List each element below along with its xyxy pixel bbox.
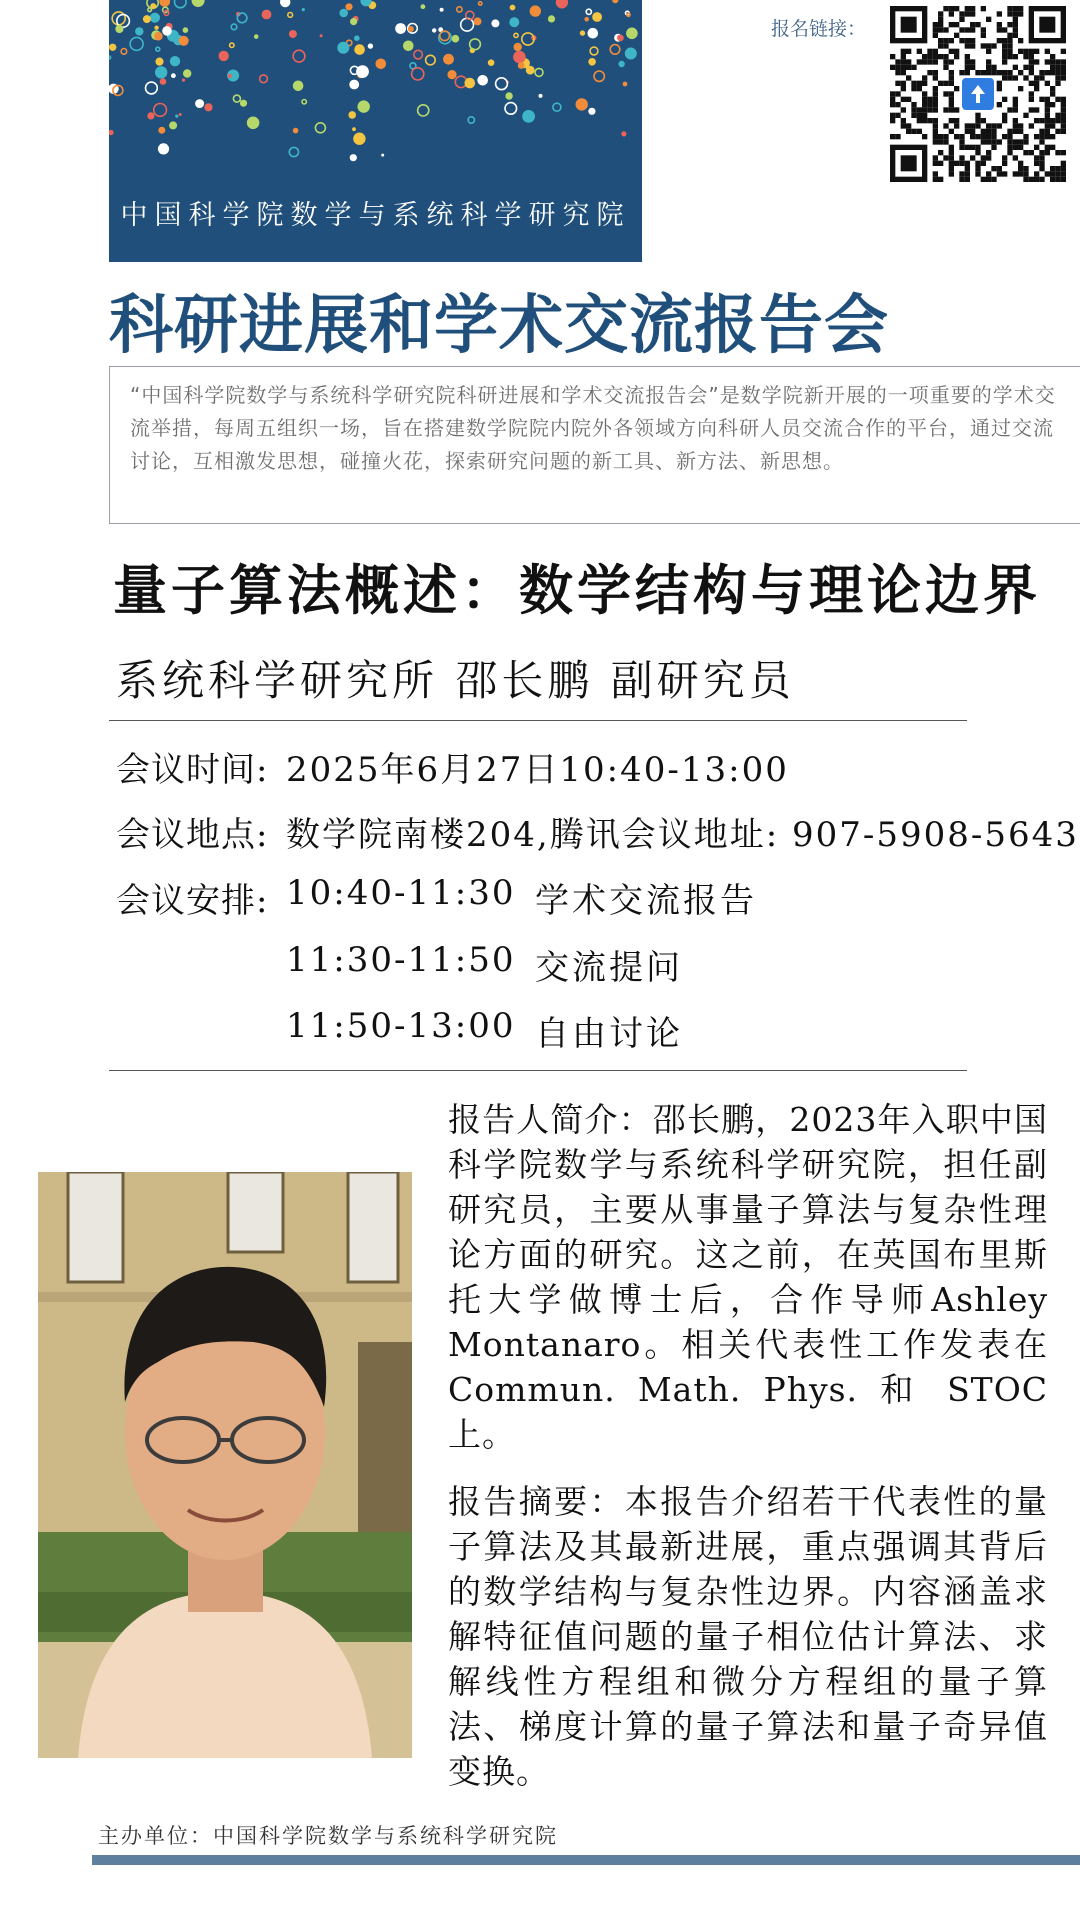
- bottom-bar: [92, 1855, 1080, 1865]
- page-title: 科研进展和学术交流报告会: [109, 289, 889, 363]
- schedule-item: 学术交流报告: [535, 881, 757, 921]
- registration-qr-code[interactable]: [890, 6, 1066, 182]
- speaker-photo: [38, 1172, 412, 1758]
- registration-label: 报名链接：: [771, 18, 867, 40]
- banner-institute-name: 中国科学院数学与系统科学研究院: [120, 200, 631, 231]
- header-banner: [109, 0, 642, 262]
- speaker-line: 系统科学研究所 邵长鹏 副研究员: [116, 656, 795, 705]
- schedule-time: 11:50-13:00: [286, 1006, 516, 1046]
- schedule-time: 10:40-11:30: [286, 873, 516, 913]
- schedule-time: 11:30-11:50: [286, 940, 516, 980]
- host-organization: 主办单位：中国科学院数学与系统科学研究院: [98, 1824, 558, 1848]
- time-value: 2025年6月27日10:40-13:00: [286, 750, 789, 790]
- divider: [109, 720, 967, 721]
- speaker-bio: 报告人简介：邵长鹏，2023年入职中国科学院数学与系统科学研究院，担任副研究员，主要从事量子算法与复杂性理论方面的研究。这之前，在英国布里斯托大学做博士后，合作导师Ashley Montanaro。相关代表性工作发表在 Commun. Math. Phys. 和 STOC上。: [448, 1100, 1048, 1454]
- divider: [109, 1070, 967, 1071]
- talk-title: 量子算法概述：数学结构与理论边界: [113, 558, 1041, 622]
- intro-text: “中国科学院数学与系统科学研究院科研进展和学术交流报告会”是数学院新开展的一项重要的学术交流举措，每周五组织一场，旨在搭建数学院院内院外各领域方向科研人员交流合作的平台，通过交流讨论，互相激发思想，碰撞火花，探索研究问题的新工具、新方法、新思想。: [109, 366, 1080, 524]
- time-label: 会议时间:: [116, 750, 269, 790]
- schedule-label: 会议安排:: [116, 881, 269, 921]
- talk-abstract: 报告摘要：本报告介绍若干代表性的量子算法及其最新进展，重点强调其背后的数学结构与复杂性边界。内容涵盖求解特征值问题的量子相位估计算法、求解线性方程组和微分方程组的量子算法、梯度计算的量子算法和量子奇异值变换。: [448, 1482, 1048, 1791]
- schedule-item: 交流提问: [535, 948, 683, 988]
- schedule-item: 自由讨论: [535, 1014, 683, 1054]
- place-value: 数学院南楼204,腾讯会议地址: 907-5908-5643: [286, 815, 1079, 855]
- place-label: 会议地点:: [116, 815, 269, 855]
